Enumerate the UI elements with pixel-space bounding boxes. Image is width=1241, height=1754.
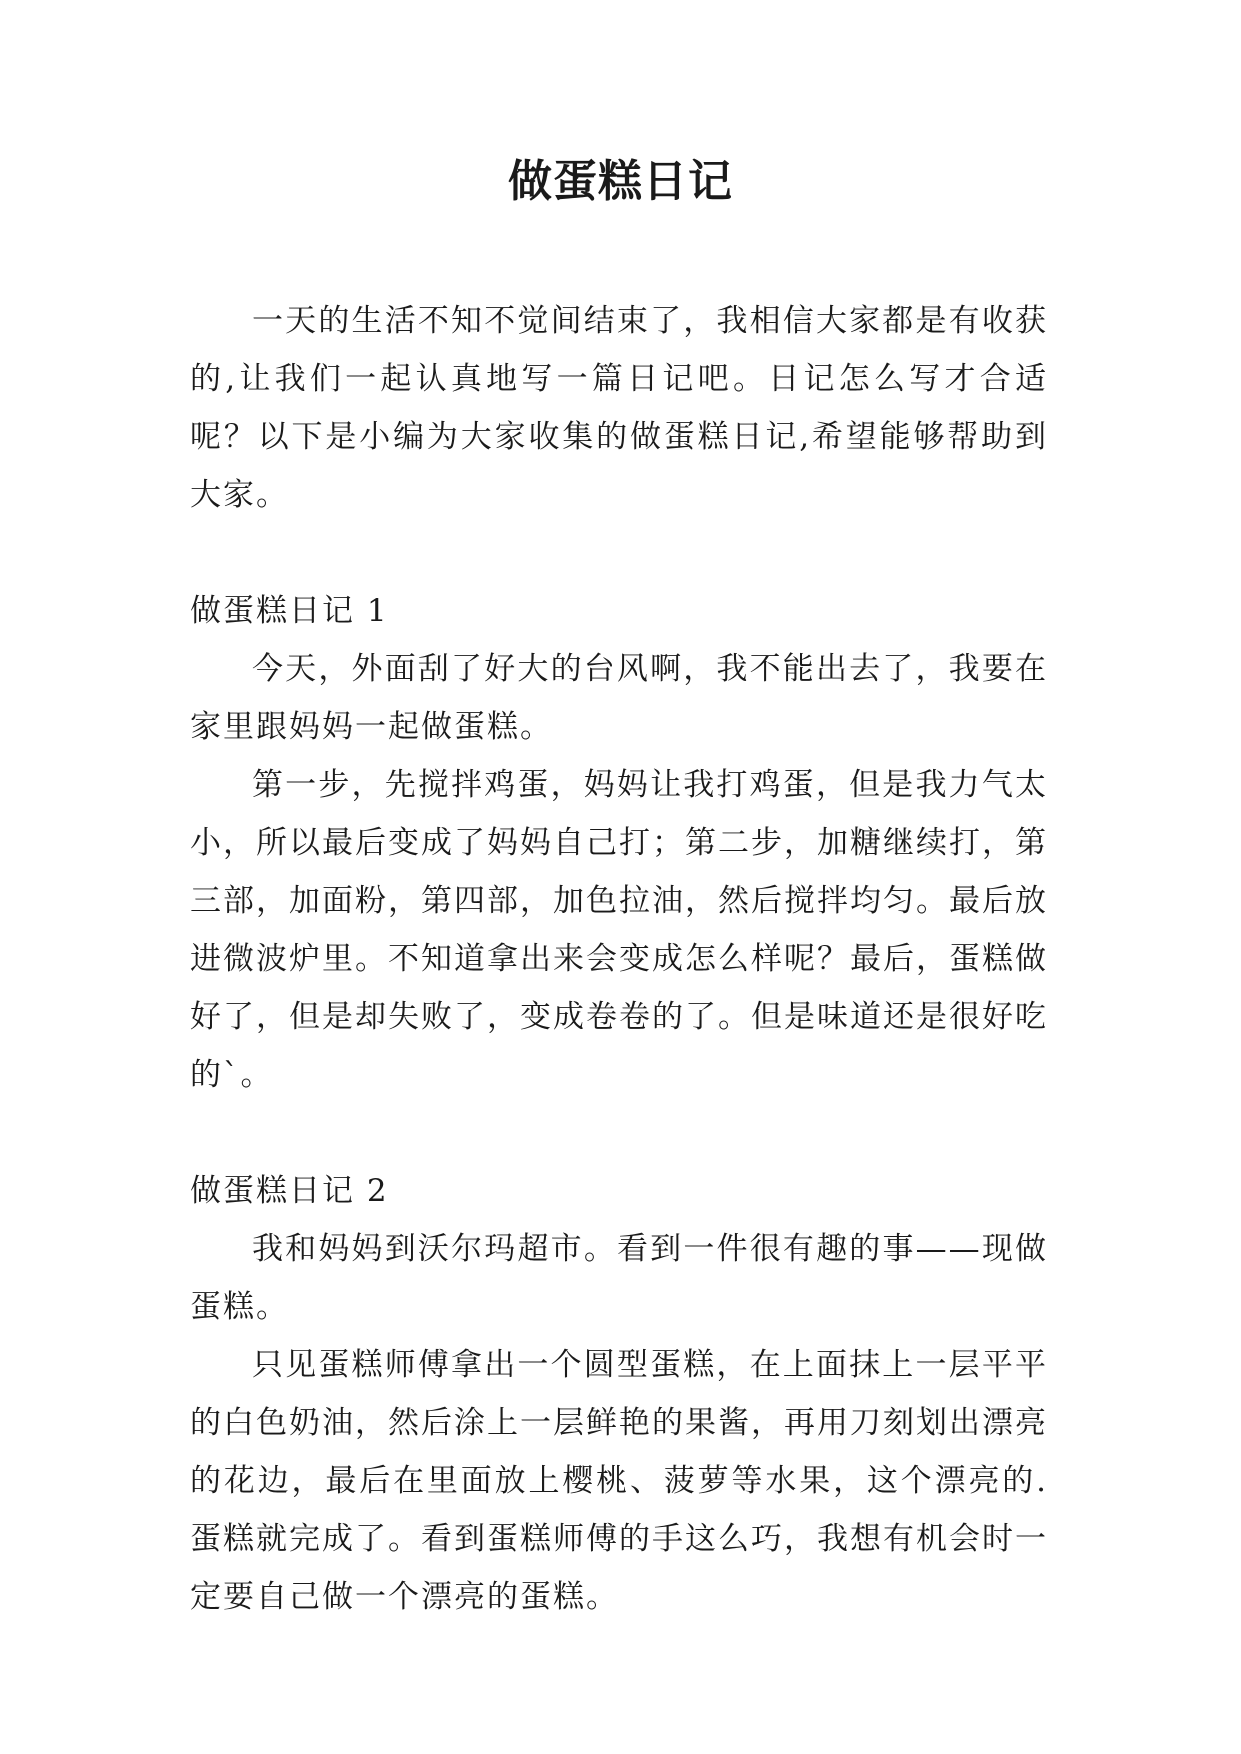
- section-1-paragraph-1: 今天，外面刮了好大的台风啊，我不能出去了，我要在家里跟妈妈一起做蛋糕。: [190, 651, 1048, 745]
- section-heading-1: 做蛋糕日记 1: [190, 593, 389, 629]
- intro-paragraph: 一天的生活不知不觉间结束了，我相信大家都是有收获的,让我们一起认真地写一篇日记吧。日记怎么写才合适呢？以下是小编为大家收集的做蛋糕日记,希望能够帮助到大家。: [190, 303, 1048, 513]
- diary-section-1: [190, 582, 1048, 1104]
- section-heading-2: 做蛋糕日记 2: [190, 1173, 389, 1209]
- diary-section-2: [190, 1162, 1048, 1626]
- section-2-paragraph-1: 我和妈妈到沃尔玛超市。看到一件很有趣的事——现做蛋糕。: [190, 1231, 1048, 1325]
- section-2-paragraph-2: 只见蛋糕师傅拿出一个圆型蛋糕，在上面抹上一层平平的白色奶油，然后涂上一层鲜艳的果酱，再用刀刻划出漂亮的花边，最后在里面放上樱桃、菠萝等水果，这个漂亮的.蛋糕就完成了。看到蛋糕师傅的手这么巧，我想有机会时一定要自己做一个漂亮的蛋糕。: [190, 1347, 1048, 1615]
- section-spacer: [190, 1104, 1048, 1162]
- section-1-paragraph-2: 第一步，先搅拌鸡蛋，妈妈让我打鸡蛋，但是我力气太小，所以最后变成了妈妈自己打；第二步，加糖继续打，第三部，加面粉，第四部，加色拉油，然后搅拌均匀。最后放进微波炉里。不知道拿出来会变成怎么样呢？最后，蛋糕做好了，但是却失败了，变成卷卷的了。但是味道还是很好吃的`。: [190, 767, 1048, 1093]
- document-body: [190, 292, 1048, 1626]
- section-spacer: [190, 524, 1048, 582]
- document-title: 做蛋糕日记: [508, 156, 733, 207]
